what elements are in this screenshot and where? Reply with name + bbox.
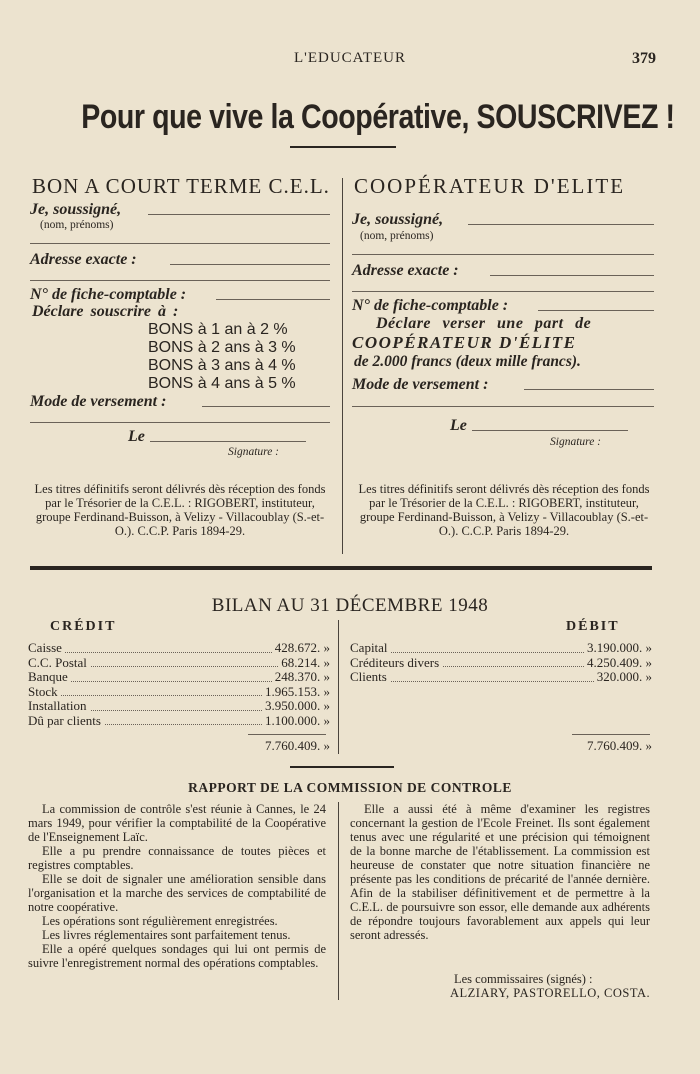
debit-list [350,641,652,685]
left-form-title: BON A COURT TERME C.E.L. [32,174,330,198]
section-divider [30,566,652,570]
main-title: Pour que vive la Coopérative, SOUSCRIVEZ ! [81,98,675,136]
bons-option-2[interactable]: BONS à 2 ans à 3 % [148,339,296,356]
credit-heading: CRÉDIT [50,619,117,634]
rapport-paragraph: Les opérations sont régulièrement enregistrées. [42,914,278,928]
ledger-row [28,656,330,671]
ledger-value: 428.672. » [272,641,330,656]
right-mode-label: Mode de versement : [352,376,489,393]
ledger-label: Stock [28,685,61,700]
right-name-note: (nom, prénoms) [360,230,434,242]
right-name-field[interactable] [468,224,654,225]
ledger-label: Banque [28,670,71,685]
journal-title: L'EDUCATEUR [293,50,407,66]
ledger-label: Dû par clients [28,714,104,729]
right-date-label: Le [450,417,467,434]
right-fiche-label: N° de fiche-comptable : [352,297,509,314]
bons-option-3[interactable]: BONS à 3 ans à 4 % [148,357,296,374]
left-mode-field-2[interactable] [30,422,330,423]
credit-total: 7.760.409. » [265,738,330,753]
rapport-paragraph: Elle a pu prendre connaissance de toutes pièces et registres comptables. [28,844,326,872]
ledger-row [28,670,330,685]
left-address-field-2[interactable] [30,280,330,281]
rapport-paragraph: Elle se doit de signaler une amélioration sensible dans l'organisation et la marche des services de comptabilité de notre coopérative. [28,872,326,914]
ledger-value: 1.100.000. » [262,714,330,729]
ledger-value: 320.000. » [594,670,652,685]
right-form-title: COOPÉRATEUR D'ELITE [354,174,626,198]
right-address-field[interactable] [490,275,654,276]
left-mode-field[interactable] [202,406,330,407]
ledger-label: Caisse [28,641,65,656]
ledger-label: C.C. Postal [28,656,90,671]
right-form-footer: Les titres définitifs seront délivrés dès réception des fonds par le Trésorier de la C.E.L. : RIGOBERT, instituteur, groupe Ferdinand-Buisson, à Velizy - Villacoublay (S.-et-O.). C.C.P. Paris 1894-29. [358,482,650,538]
left-name-field-2[interactable] [30,243,330,244]
left-name-field[interactable] [148,214,330,215]
ledger-label: Clients [350,670,390,685]
page-number: 379 [632,50,656,67]
left-address-field[interactable] [170,264,330,265]
left-address-label: Adresse exacte : [30,251,137,268]
left-signature-label: Signature : [228,446,279,458]
left-name-note: (nom, prénoms) [40,219,114,231]
rapport-signed-names: ALZIARY, PASTORELLO, COSTA. [450,986,651,1000]
ledger-row [350,656,652,671]
right-name-field-2[interactable] [352,254,654,255]
ledger-row [350,670,652,685]
right-mode-field[interactable] [524,389,654,390]
left-name-label: Je, soussigné, [30,201,122,218]
right-date-field[interactable] [472,430,628,431]
rapport-paragraph: Les livres réglementaires sont parfaitement tenus. [42,928,291,942]
rapport-paragraph: La commission de contrôle s'est réunie à Cannes, le 24 mars 1949, pour vérifier la comptabilité de la Coopérative de l'Enseignement Laïc. [28,802,326,844]
right-address-label: Adresse exacte : [352,262,459,279]
rapport-divider [338,802,339,1000]
right-amount-text: de 2.000 francs (deux mille francs). [354,353,581,370]
ledger-row [28,699,330,714]
ledger-value: 68.214. » [278,656,330,671]
debit-heading: DÉBIT [566,619,620,634]
ledger-value: 4.250.409. » [584,656,652,671]
bilan-divider [338,620,339,754]
left-fiche-label: N° de fiche-comptable : [30,286,187,303]
left-form-footer: Les titres définitifs seront délivrés dès réception des fonds par le Trésorier de la C.E.L. : RIGOBERT, instituteur, groupe Ferdinand-Buisson, à Velizy - Villacoublay (S.-et-O.). C.C.P. Paris 1894-29. [34,482,326,538]
title-underline [290,146,396,148]
bilan-title: BILAN AU 31 DÉCEMBRE 1948 [211,595,489,616]
right-address-field-2[interactable] [352,291,654,292]
rapport-left-column [28,802,326,970]
credit-total-rule [248,734,326,735]
credit-list [28,641,330,728]
ledger-row [350,641,652,656]
ledger-label: Capital [350,641,391,656]
right-declare-text: Déclare verser une part de [376,315,592,332]
ledger-value: 3.950.000. » [262,699,330,714]
left-mode-label: Mode de versement : [30,393,167,410]
debit-total-rule [572,734,650,735]
forms-divider [342,178,343,554]
left-date-field[interactable] [150,441,306,442]
right-fiche-field[interactable] [538,310,654,311]
rapport-title: RAPPORT DE LA COMMISSION DE CONTROLE [188,780,512,795]
rapport-right-column [350,802,650,942]
rapport-signed-line1: Les commissaires (signés) : [454,972,593,986]
bons-option-4[interactable]: BONS à 4 ans à 5 % [148,375,296,392]
rapport-paragraph: Elle a aussi été à même d'examiner les registres concernant la gestion de l'Ecole Freinet. Ils sont également tenus avec une régularité et une précision qui témoignent de la bonne marche de l'établissement. La commission est heureuse de constater que notre situation financière ne présente pas les conditions de précarité de l'année dernière. Afin de la stabiliser définitivement et de permettre à la C.E.L. de poursuivre son essor, elle demande aux adhérents de répondre toujours favorablement aux appels qui leur seront adressés. [350,802,650,942]
ledger-value: 1.965.153. » [262,685,330,700]
rapport-paragraph: Elle a opéré quelques sondages qui lui ont permis de suivre l'enregistrement normal des opérations comptables. [28,942,326,970]
right-name-label: Je, soussigné, [352,211,444,228]
ledger-value: 248.370. » [272,670,330,685]
ledger-row [28,641,330,656]
ledger-label: Installation [28,699,90,714]
ledger-row [28,714,330,729]
debit-total: 7.760.409. » [587,738,652,753]
left-fiche-field[interactable] [216,299,330,300]
ledger-label: Créditeurs divers [350,656,442,671]
left-declare-label: Déclare souscrire à : [32,303,179,320]
ledger-row [28,685,330,700]
right-signature-label: Signature : [550,436,601,448]
ledger-value: 3.190.000. » [584,641,652,656]
bons-option-1[interactable]: BONS à 1 an à 2 % [148,321,288,338]
bilan-underline [290,766,394,768]
right-coop-text: COOPÉRATEUR D'ÉLITE [352,333,577,352]
right-mode-field-2[interactable] [352,406,654,407]
left-date-label: Le [128,428,145,445]
